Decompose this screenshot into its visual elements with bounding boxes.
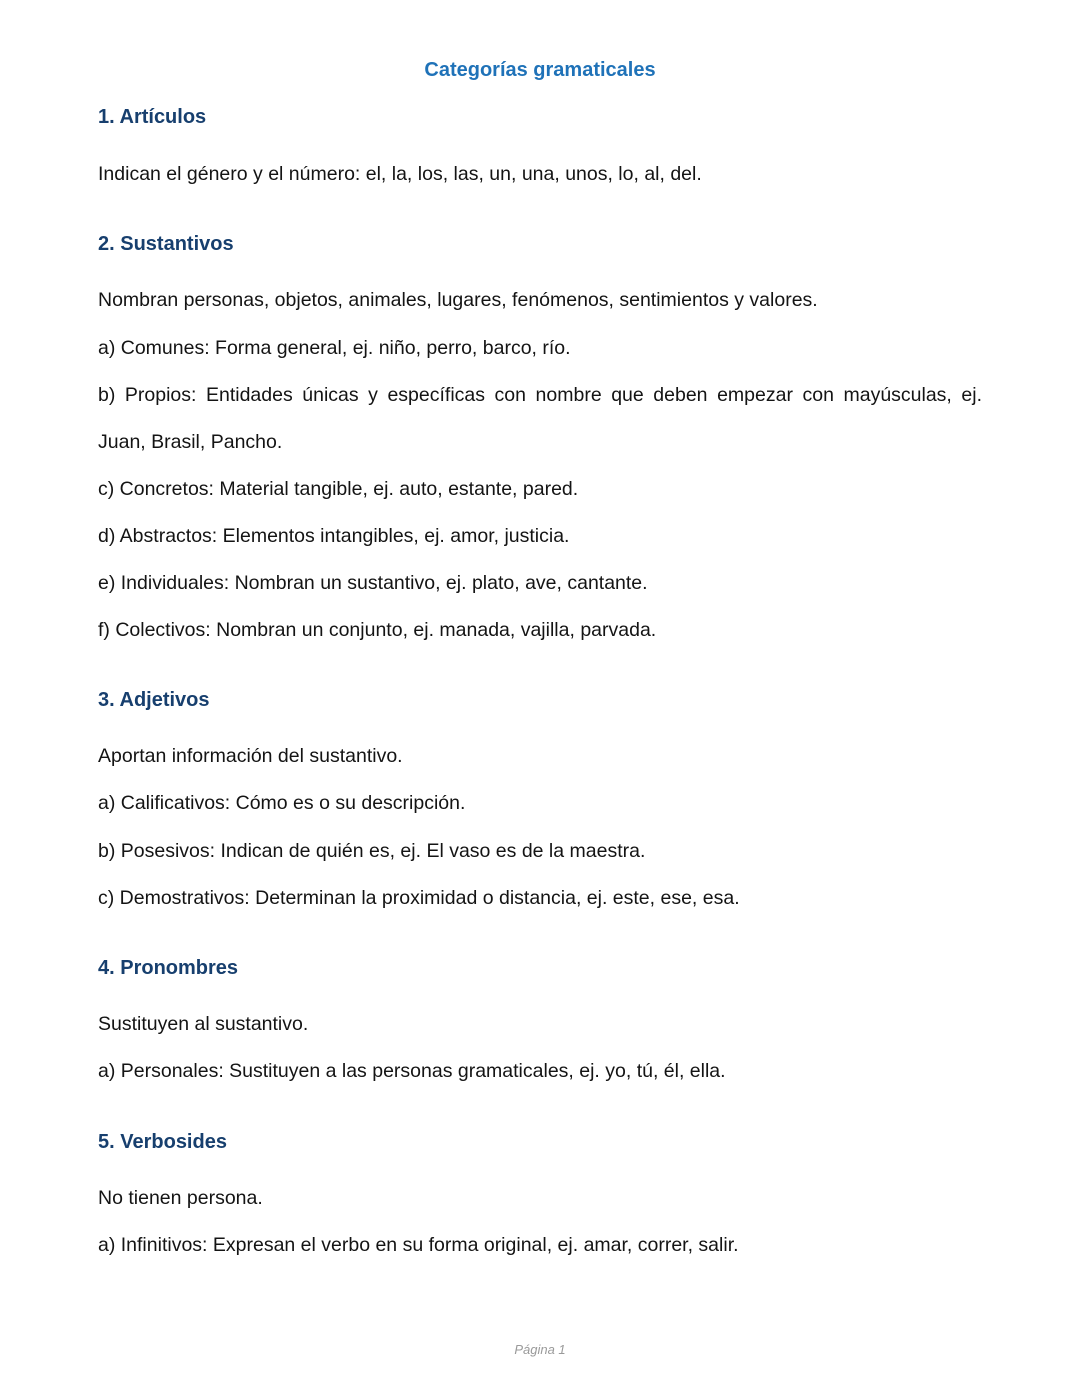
document-title: Categorías gramaticales (424, 59, 656, 81)
section-heading-verbosides: 5. Verbosides (98, 1131, 227, 1153)
section-heading-adjetivos: 3. Adjetivos (98, 689, 210, 711)
paragraph: b) Propios: Entidades únicas y específicas con nombre que deben empezar con mayúsculas, ej. (98, 384, 982, 406)
paragraph: Sustituyen al sustantivo. (98, 1013, 309, 1035)
section-heading-sustantivos: 2. Sustantivos (98, 233, 234, 255)
paragraph: a) Personales: Sustituyen a las personas gramaticales, ej. yo, tú, él, ella. (98, 1060, 726, 1082)
paragraph: e) Individuales: Nombran un sustantivo, ej. plato, ave, cantante. (98, 572, 648, 594)
paragraph: a) Comunes: Forma general, ej. niño, perro, barco, río. (98, 337, 571, 359)
page-number-footer: Página 1 (514, 1342, 566, 1357)
paragraph: No tienen persona. (98, 1187, 263, 1209)
section-heading-articulos: 1. Artículos (98, 106, 207, 128)
paragraph: Aportan información del sustantivo. (98, 745, 403, 767)
paragraph: d) Abstractos: Elementos intangibles, ej. amor, justicia. (98, 525, 570, 547)
paragraph: a) Calificativos: Cómo es o su descripción. (98, 792, 466, 814)
paragraph: Nombran personas, objetos, animales, lugares, fenómenos, sentimientos y valores. (98, 289, 818, 311)
paragraph: c) Demostrativos: Determinan la proximidad o distancia, ej. este, ese, esa. (98, 887, 740, 909)
paragraph: a) Infinitivos: Expresan el verbo en su forma original, ej. amar, correr, salir. (98, 1234, 739, 1256)
section-heading-pronombres: 4. Pronombres (98, 957, 239, 979)
paragraph: c) Concretos: Material tangible, ej. auto, estante, pared. (98, 478, 579, 500)
paragraph: Juan, Brasil, Pancho. (98, 431, 283, 453)
paragraph: f) Colectivos: Nombran un conjunto, ej. manada, vajilla, parvada. (98, 619, 657, 641)
paragraph: b) Posesivos: Indican de quién es, ej. El vaso es de la maestra. (98, 840, 646, 862)
paragraph: Indican el género y el número: el, la, los, las, un, una, unos, lo, al, del. (98, 163, 702, 185)
